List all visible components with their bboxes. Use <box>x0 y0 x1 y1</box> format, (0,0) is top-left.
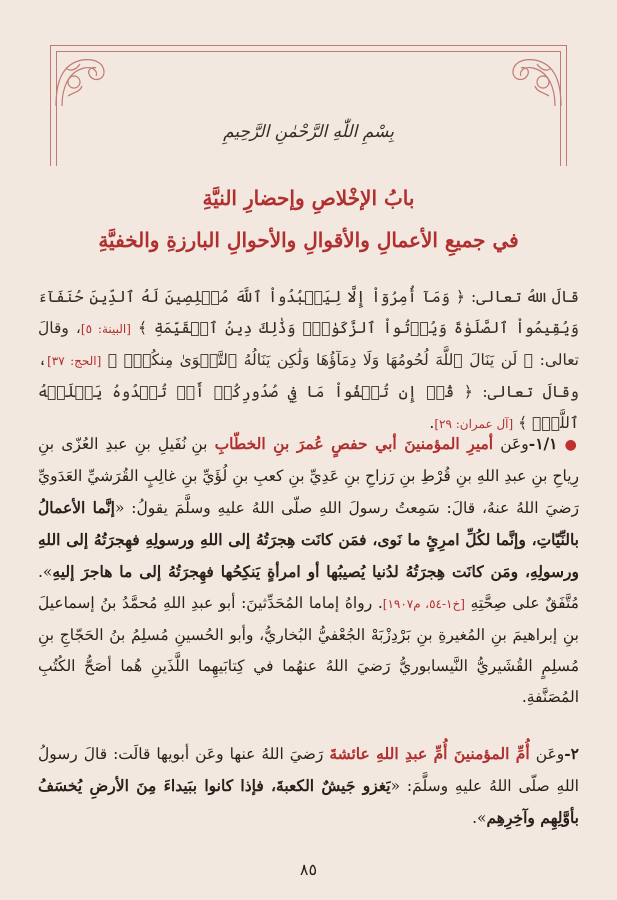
chapter-title: بابُ الإخْلاصِ وإحضارِ النيَّةِ <box>202 186 415 210</box>
chapter-subtitle: في جميعِ الأعمالِ والأقوالِ والأحوالِ البارزةِ والخفيَّةِ <box>98 228 519 252</box>
hadith-body: رَضيَ اللهُ عنها وعَن أبويها قالَت: قالَ رسولُ اللهِ صلّى اللهُ عليهِ وسلَّمَ: « <box>38 745 579 795</box>
verse-reference: [البينة: ٥] <box>80 322 131 336</box>
narrator-name: أُمِّ المؤمنينَ أُمِّ عبدِ اللهِ عائشةَ <box>329 744 530 763</box>
hadith-number: ٢- <box>564 744 579 763</box>
hadith-close: ». <box>472 809 487 827</box>
corner-ornament-icon <box>507 52 565 110</box>
sentence-end: . <box>429 414 435 432</box>
hadith-1 <box>38 428 579 713</box>
hadith-text: يَغزو جَيشٌ الكعبةَ، فإذا كانوا ببَيداءَ مِنَ الأرضِ يُخسَفُ بأوَّلِهِم وآخِرِهِم <box>38 776 579 827</box>
narrator-lineage: بنِ نُفَيلِ بنِ عبدِ العُزّى بنِ رِياحِ بنِ عبدِ اللهِ بنِ قُرْطِ بنِ رَزاحِ بنِ عَدِيِّ بنِ كعبِ بنِ لُؤَيِّ بنِ غالِبٍ القُرَشيِّ العَدَويِّ رَضيَ اللهُ عنهُ، قالَ: سَمِعتُ رسولَ اللهِ صلّى اللهُ عليهِ وسلَّمَ يقولُ: « <box>38 435 579 517</box>
narrator-name: أميرِ المؤمنينَ أبي حفصٍ عُمرَ بنِ الخطّابِ <box>214 434 494 453</box>
verse-reference: [الحج: ٣٧] <box>47 354 102 368</box>
basmala: بِسْمِ اللّٰهِ الرَّحْمٰنِ الرَّحِيمِ <box>223 122 394 142</box>
hadith-close: ». مُتَّفَقٌ على صِحَّتِهِ <box>38 563 579 612</box>
intro-paragraph <box>38 282 579 440</box>
quran-verse-1: قالَ اللهُ تعالى: ﴿ وَمَآ أُمِرُوٓاْ إِلَّا لِيَعۡبُدُواْ ٱللَّهَ مُخۡلِصِينَ لَهُ ٱلدِّينَ حُنَفَآءَ وَيُقِيمُواْ ٱلصَّلَوٰةَ وَيُؤۡتُواْ ٱلزَّكَوٰةَۚ وَذَٰلِكَ دِينُ ٱلۡقَيِّمَةِ ﴾ <box>38 288 579 337</box>
corner-ornament-icon <box>52 52 110 110</box>
hadith-2 <box>38 738 579 834</box>
hadith-bullet-icon: ● <box>564 437 579 453</box>
ornamental-frame-inner <box>56 51 561 166</box>
quran-verse-3: ، وقالَ تعالى: ﴿ قُلۡ إِن تُخۡفُواْ مَا فِي صُدُورِكُمۡ أَوۡ تُبۡدُوهُ يَعۡلَمۡهُ ٱللَّهُۗ ﴾ <box>38 351 579 432</box>
hadith-reference: [خ١-٥٤، م١٩٠٧] <box>382 597 465 611</box>
verse-reference: [آل عمران: ٢٩] <box>434 417 514 431</box>
page-number: ٨٥ <box>299 860 318 879</box>
hadith-lead: وعَن <box>500 435 529 453</box>
quran-verse-2: ، وقالَ تعالى: ﴿ لَن يَنَالَ ٱللَّهَ لُحُومُهَا وَلَا دِمَآؤُهَا وَلَٰكِن يَنَالُهُ ٱلتَّقۡوَىٰ مِنكُمۡۚ ﴾ <box>38 319 579 369</box>
hadith-text: إنَّما الأعمالُ بالنِّيّاتِ، وإنَّما لكُلِّ امرِئٍ ما نَوى، فمَن كانَت هِجرَتُهُ إلى اللهِ ورسولِهِ فهِجرَتُهُ إلى اللهِ ورسولِهِ، ومَن كانَت هِجرَتُهُ لدُنيا يُصيبُها أو امرأةٍ يَنكِحُها فهِجرَتُهُ إلى ما هاجرَ إليهِ <box>38 498 579 581</box>
hadith-number: ١/١- <box>528 434 558 453</box>
hadith-commentary: . رواهُ إماما المُحَدِّثينَ: أبو عبدِ اللهِ مُحمَّدُ بنُ إسماعيلَ بنِ إبراهيمَ بنِ المُغيرةِ بنِ بَرْدِزْبَهْ الجُعْفيُّ البُخاريُّ، وأبو الحُسينِ مُسلِمُ بنُ الحَجّاجِ بنِ مُسلِمٍ القُشَيريُّ النَّيسابوريُّ رَضيَ اللهُ عنهُما في كِتابَيهِما اللَّذَينِ هُما أصَحُّ الكُتُبِ المُصَنَّفةِ. <box>38 594 579 706</box>
hadith-lead: وعَن <box>535 745 565 763</box>
